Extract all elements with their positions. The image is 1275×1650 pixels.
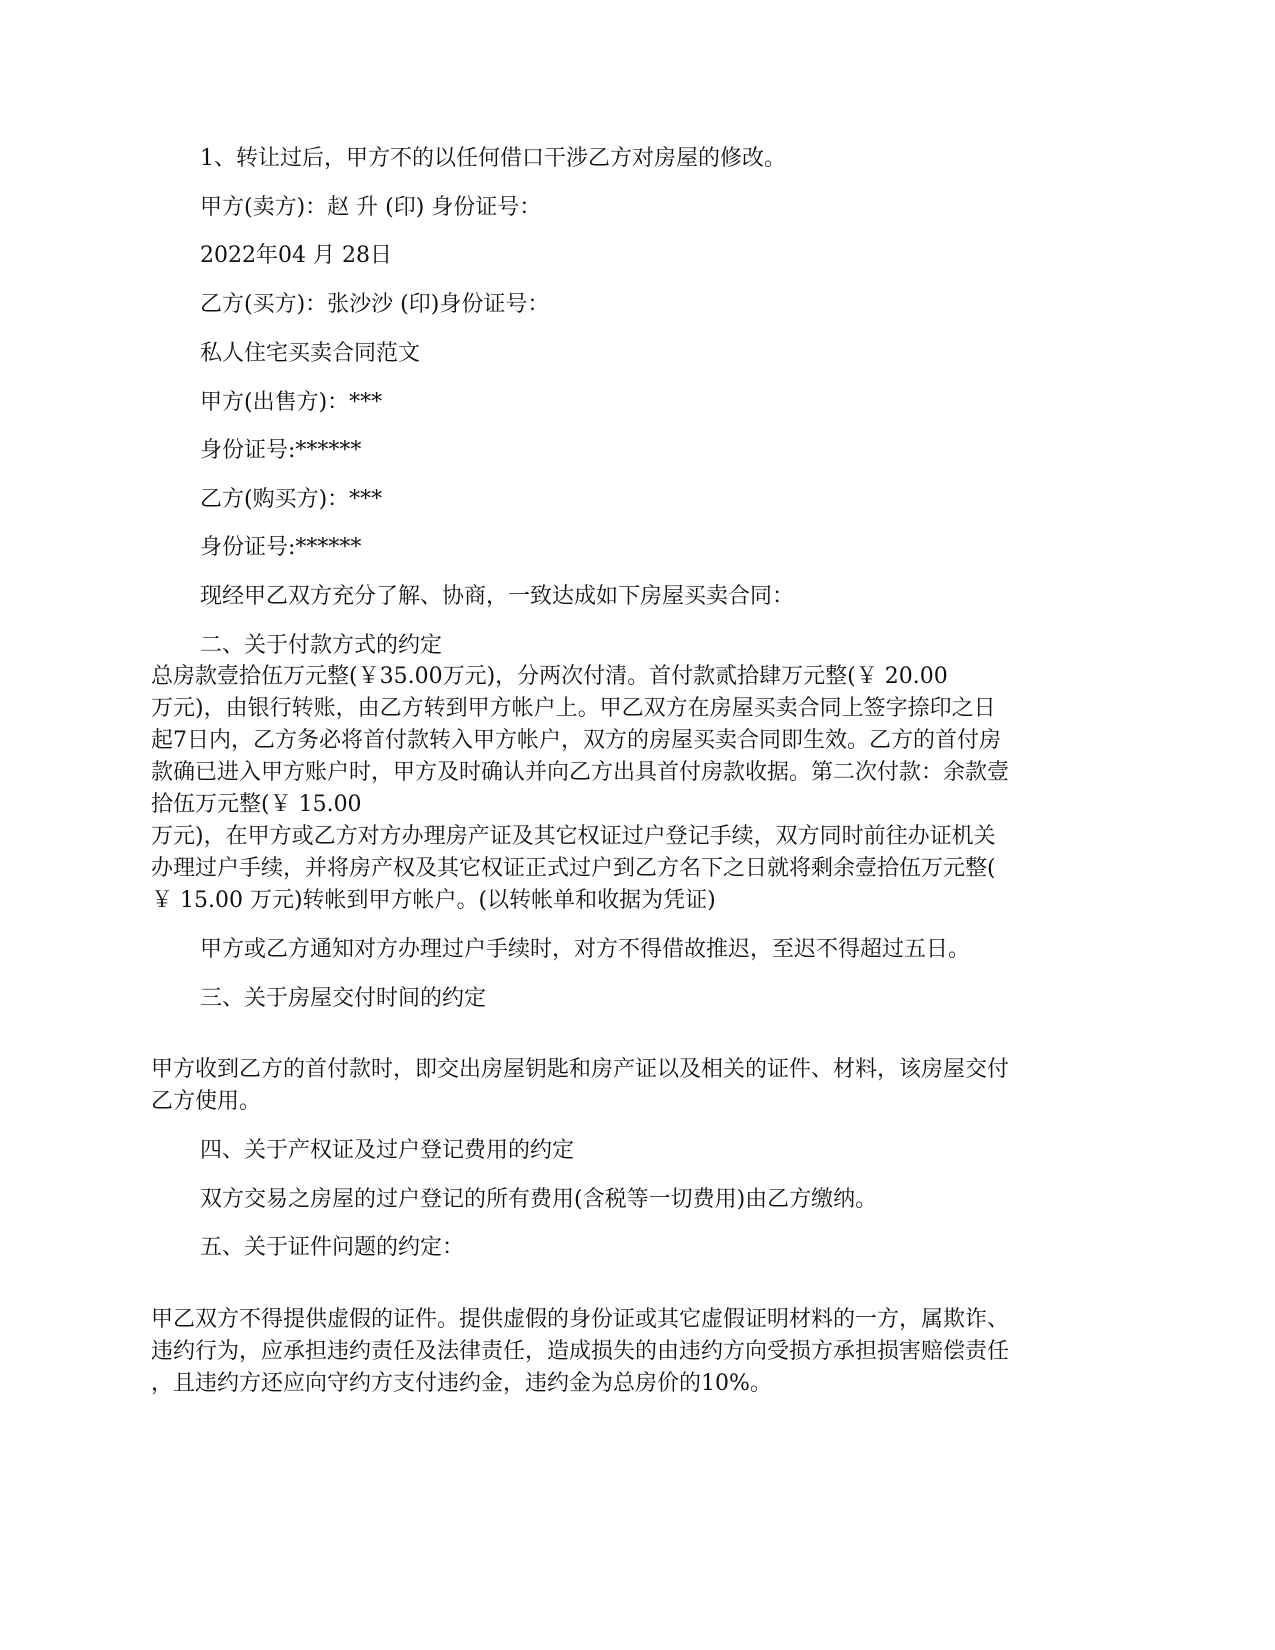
- contract-title: 私人住宅买卖合同范文: [200, 341, 421, 366]
- preamble: 现经甲乙双方充分了解、协商，一致达成如下房屋买卖合同：: [200, 584, 795, 609]
- payment-paragraph-line: 万元)，在甲方或乙方对方办理房产证及其它权证过户登记手续，双方同时前往办证机关: [151, 824, 996, 849]
- party-b-id-number: 身份证号:******: [200, 535, 362, 560]
- section-2-heading: 二、关于付款方式的约定: [200, 633, 443, 658]
- registration-fee-clause: 双方交易之房屋的过户登记的所有费用(含税等一切费用)由乙方缴纳。: [200, 1187, 878, 1212]
- party-a-id-number: 身份证号:******: [200, 438, 362, 463]
- clause-transfer-no-interference: 1、转让过后，甲方不的以任何借口干涉乙方对房屋的修改。: [200, 146, 786, 171]
- payment-paragraph-line: ￥ 15.00 万元)转帐到甲方帐户。(以转帐单和收据为凭证): [151, 888, 716, 913]
- section-3-heading: 三、关于房屋交付时间的约定: [200, 986, 487, 1011]
- section-5-heading: 五、关于证件问题的约定：: [200, 1235, 465, 1260]
- delivery-paragraph-line: 甲方收到乙方的首付款时，即交出房屋钥匙和房产证以及相关的证件、材料，该房屋交付: [151, 1057, 1010, 1082]
- payment-paragraph-line: 万元)，由银行转账，由乙方转到甲方帐户上。甲乙双方在房屋买卖合同上签字捺印之日: [151, 696, 996, 721]
- party-b-buyer: 乙方(购买方)：***: [200, 487, 383, 512]
- section-4-heading: 四、关于产权证及过户登记费用的约定: [200, 1138, 575, 1163]
- payment-paragraph-line: 起7日内，乙方务必将首付款转入甲方帐户，双方的房屋买卖合同即生效。乙方的首付房: [151, 728, 1001, 753]
- buyer-signature-line: 乙方(买方)：张沙沙 (印)身份证号：: [200, 292, 550, 317]
- payment-paragraph-line: 办理过户手续，并将房产权及其它权证正式过户到乙方名下之日就将剩余壹拾伍万元整(: [151, 856, 996, 881]
- seller-signature-line: 甲方(卖方)：赵 升 (印) 身份证号：: [200, 195, 542, 220]
- documents-paragraph-line: 违约行为，应承担违约责任及法律责任，造成损失的由违约方向受损方承担损害赔偿责任: [151, 1339, 1010, 1364]
- payment-paragraph-line: 拾伍万元整(￥ 15.00: [151, 792, 362, 817]
- documents-paragraph-line: ，且违约方还应向守约方支付违约金，违约金为总房价的10%。: [151, 1371, 772, 1396]
- payment-paragraph-line: 总房款壹拾伍万元整(￥35.00万元)，分两次付清。首付款贰拾肆万元整(￥ 20.00: [151, 664, 948, 689]
- delivery-paragraph-line: 乙方使用。: [151, 1089, 262, 1114]
- payment-paragraph-line: 款确已进入甲方账户时，甲方及时确认并向乙方出具首付房款收据。第二次付款：余款壹: [151, 760, 1010, 785]
- signing-date: 2022年04 月 28日: [200, 243, 392, 268]
- party-a-seller: 甲方(出售方)：***: [200, 390, 383, 415]
- transfer-notice-clause: 甲方或乙方通知对方办理过户手续时，对方不得借故推迟，至迟不得超过五日。: [200, 937, 971, 962]
- documents-paragraph-line: 甲乙双方不得提供虚假的证件。提供虚假的身份证或其它虚假证明材料的一方，属欺诈、: [151, 1307, 1010, 1332]
